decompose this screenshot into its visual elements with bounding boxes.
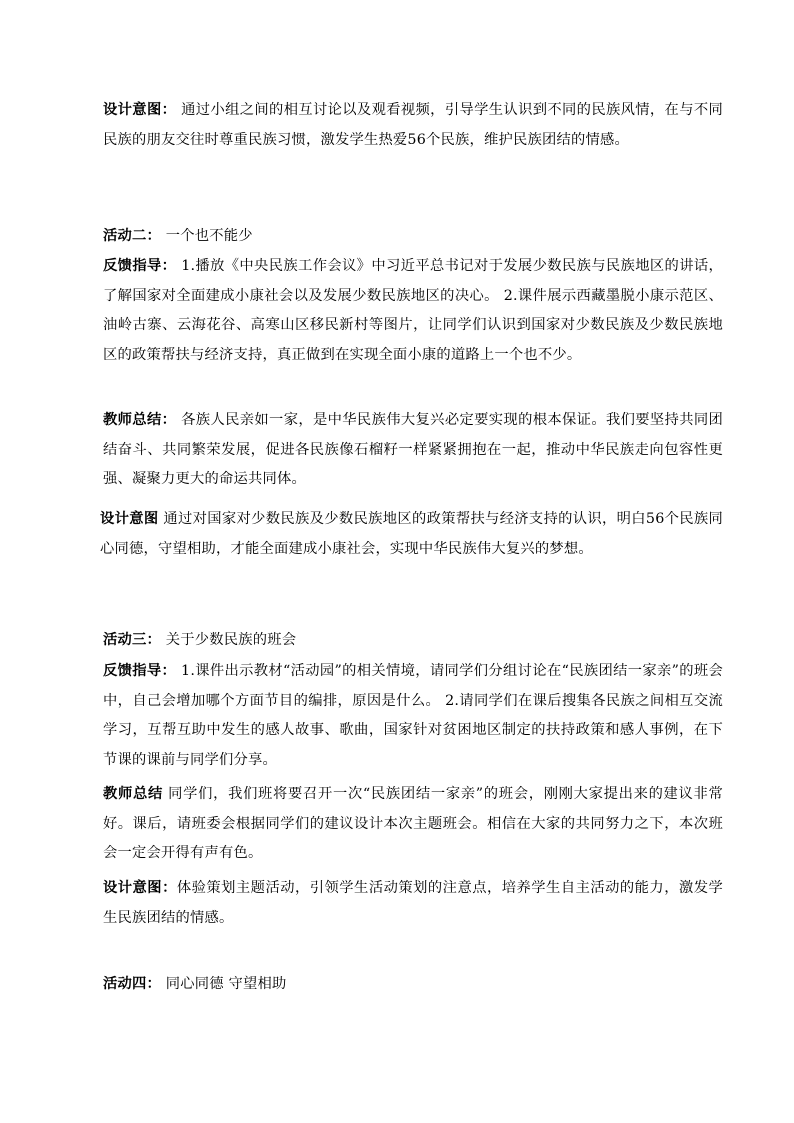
activity-2-title (103, 226, 723, 246)
activity-2-design-intent (100, 505, 723, 564)
activity-2-summary (103, 406, 723, 495)
design-intent-label: 设计意图： (103, 102, 177, 118)
activity-3-design-intent (103, 874, 723, 933)
activity-2-name: 一个也不能少 (161, 228, 253, 244)
design-intent-text: 体验策划主题活动，引领学生活动策划的注意点，培养学生自主活动的能力，激发学生民族团结的情感。 (103, 880, 723, 926)
activity-3-label: 活动三： (103, 632, 161, 648)
summary-text: 同学们，我们班将要召开一次“民族团结一家亲”的班会，刚刚大家提出来的建议非常好。课后，请班委会根据同学们的建议设计本次主题班会。相信在大家的共同努力之下，本次班会一定会开得有声有色。 (103, 786, 723, 861)
activity-2-label: 活动二： (103, 228, 161, 244)
design-intent-label: 设计意图： (103, 880, 177, 896)
summary-text: 各族人民亲如一家，是中华民族伟大复兴必定要实现的根本保证。我们要坚持共同团结奋斗、共同繁荣发展，促进各民族像石榴籽一样紧紧拥抱在一起，推动中华民族走向包容性更强、凝聚力更大的命运共同体。 (103, 412, 724, 487)
activity-2-feedback (103, 252, 723, 370)
activity-3-title (103, 630, 723, 650)
feedback-label: 反馈指导： (103, 258, 177, 274)
activity-4-name: 同心同德 守望相助 (161, 976, 287, 992)
design-intent-text: 通过对国家对少数民族及少数民族地区的政策帮扶与经济支持的认识，明白56个民族同心同德，守望相助，才能全面建成小康社会，实现中华民族伟大复兴的梦想。 (100, 511, 723, 557)
activity-4-label: 活动四： (103, 976, 161, 992)
activity-3-feedback (103, 657, 723, 775)
feedback-text: 1.播放《中央民族工作会议》中习近平总书记对于发展少数民族与民族地区的讲话，了解国家对全面建成小康社会以及发展少数民族地区的决心。 2.课件展示西藏墨脱小康示范区、油岭古寨、云海花谷、高寒山区移民新村等图片，让同学们认识到国家对少数民族及少数民族地区的政策帮扶与经济支持，真正做到在实现全面小康的道路上一个也不少。 (103, 258, 724, 363)
design-intent-text: 通过小组之间的相互讨论以及观看视频，引导学生认识到不同的民族风情，在与不同民族的朋友交往时尊重民族习惯，激发学生热爱56个民族，维护民族团结的情感。 (103, 102, 724, 148)
feedback-label: 反馈指导： (103, 663, 177, 679)
summary-label: 教师总结 (103, 786, 163, 802)
design-intent-label: 设计意图 (100, 511, 159, 527)
design-intent-paragraph-1 (103, 96, 723, 155)
activity-4-title (103, 974, 723, 994)
activity-3-summary (103, 780, 723, 869)
activity-3-name: 关于少数民族的班会 (161, 632, 297, 648)
summary-label: 教师总结： (103, 412, 177, 428)
feedback-text: 1.课件出示教材“活动园”的相关情境，请同学们分组讨论在“民族团结一家亲”的班会中，自己会增加哪个方面节目的编排，原因是什么。 2.请同学们在课后搜集各民族之间相互交流学习，互帮互助中发生的感人故事、歌曲，国家针对贫困地区制定的扶持政策和感人事例，在下节课的课前与同学们分享。 (103, 663, 724, 768)
